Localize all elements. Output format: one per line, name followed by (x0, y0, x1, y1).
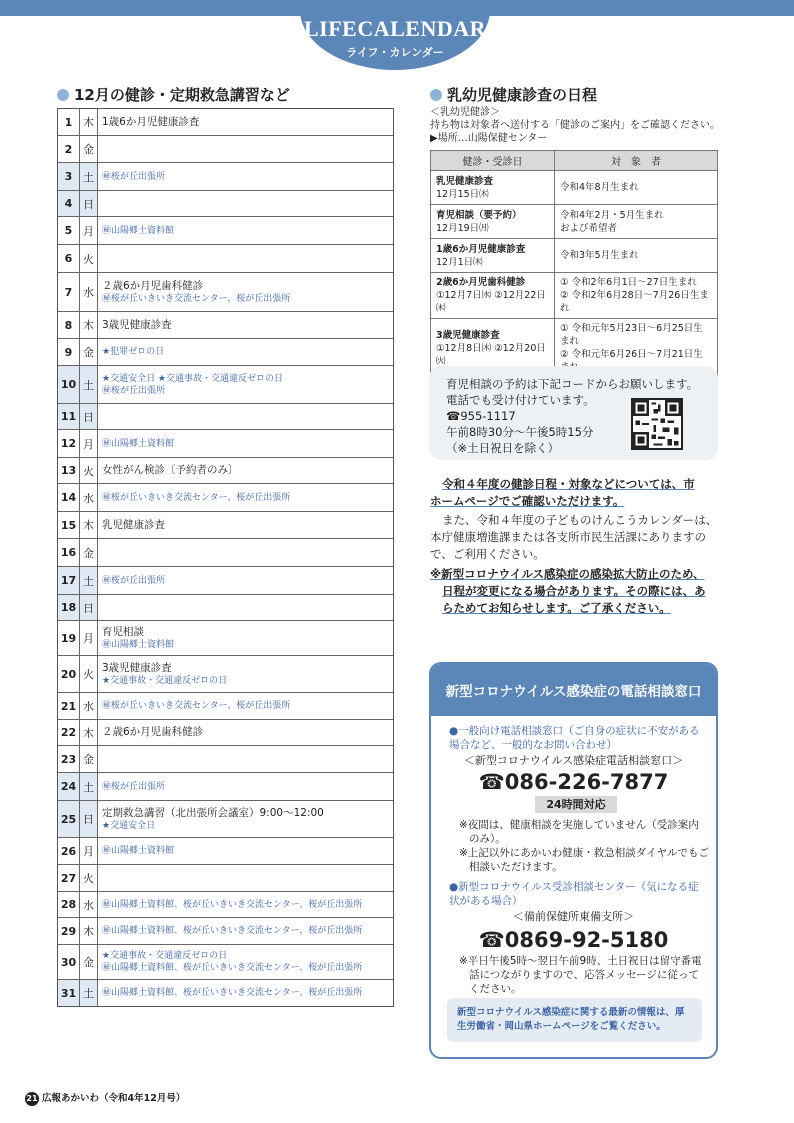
day-number: 9 (58, 339, 80, 365)
day-number: 1 (58, 109, 80, 135)
day-number: 16 (58, 539, 80, 566)
weekday: 土 (80, 163, 98, 190)
day-events (98, 366, 393, 403)
target-cell (555, 239, 718, 273)
day-number: 31 (58, 980, 80, 1006)
calendar-row (58, 865, 393, 892)
day-events (98, 892, 393, 917)
day-number: 28 (58, 892, 80, 917)
day-events (98, 980, 393, 1006)
day-number: 27 (58, 865, 80, 891)
event-text: ２歳6か月児歯科健診 (102, 726, 204, 738)
brand-subtitle: ライフ・カレンダー (346, 46, 444, 59)
day-events (98, 595, 393, 620)
day-number: 26 (58, 838, 80, 864)
day-number: 29 (58, 918, 80, 944)
bullet-icon (57, 89, 69, 101)
target-cell (555, 273, 718, 319)
weekday: 火 (80, 656, 98, 692)
header-tab (300, 0, 490, 70)
weekday: 木 (80, 720, 98, 745)
event-note: ㊙山陽郷土資料館 (102, 438, 175, 449)
day-events (98, 720, 393, 745)
event-note: ㊙桜が丘いきいき交流センター、桜が丘出張所 (102, 701, 291, 711)
reserve-phone: ☎955-1117 (446, 409, 516, 423)
weekday: 木 (80, 109, 98, 135)
event-note: ㊙桜が丘いきいき交流センター、桜が丘出張所 (102, 492, 291, 503)
day-number: 11 (58, 404, 80, 429)
covid-section-1: ●一般向け電話相談窓口（ご自身の症状に不安がある場合など、一般的なお問い合わせ） (449, 725, 700, 751)
calendar-row (58, 312, 393, 339)
event-text: 育児相談 (102, 625, 144, 638)
day-events (98, 801, 393, 837)
day-number: 24 (58, 773, 80, 800)
calendar-row (58, 945, 393, 980)
day-events (98, 339, 393, 365)
event-text: 1歳6か月児健康診査 (102, 115, 200, 128)
calendar-row (58, 273, 393, 312)
covid-section-2: ●新型コロナウイルス受診相談センター（気になる症状がある場合） (449, 881, 699, 907)
target-text: ② 令和2年6月28日～7月26日生まれ (560, 290, 709, 314)
covid-phone-2: ☎0869-92-5180 (478, 928, 669, 952)
weekday: 日 (80, 801, 98, 837)
target-text: および希望者 (560, 222, 618, 234)
calendar-row (58, 484, 393, 512)
target-text: ① 令和2年6月1日～27日生まれ (560, 277, 697, 288)
exam-text: 乳児健康診査 (436, 175, 494, 187)
event-note: ㊙桜が丘いきいき交流センター、桜が丘出張所 (102, 293, 291, 304)
weekday: 水 (80, 693, 98, 719)
calendar-row (58, 621, 393, 656)
exam-text: 12月1日㈭ (436, 256, 483, 268)
infant-schedule-table (430, 150, 718, 378)
weekday: 水 (80, 273, 98, 311)
covid-footer-note: 新型コロナウイルス感染症に関する最新の情報は、厚生労働省・岡山県ホームページをご覧ください。 (447, 998, 702, 1042)
calendar-row (58, 693, 393, 720)
event-note: ★犯罪ゼロの日 (102, 347, 165, 357)
day-events (98, 773, 393, 800)
covid-note-1: ※夜間は、健康相談を実施していません（受診案内のみ）。 (459, 819, 699, 845)
exam-text: 12月15日㈭ (436, 188, 489, 200)
target-text: ① 令和元年5月23日～6月25日生まれ (560, 323, 703, 347)
covid-section-1-name: ＜新型コロナウイルス感染症電話相談窓口＞ (463, 754, 684, 767)
schedule-row (431, 273, 718, 319)
day-number: 6 (58, 245, 80, 272)
weekday: 日 (80, 191, 98, 216)
day-events (98, 567, 393, 594)
weekday: 木 (80, 312, 98, 338)
day-events (98, 458, 393, 483)
day-number: 10 (58, 366, 80, 403)
exam-text: ①12月8日㈭ ②12月20日㈫ (436, 342, 546, 367)
calendar-row (58, 918, 393, 945)
info-paragraph-2: また、令和４年度の子どものけんこうカレンダーは、 本庁健康増進課または各支所市民生活課にありますので、ご利用ください。 (430, 513, 718, 561)
calendar-row (58, 458, 393, 484)
target-cell (555, 205, 718, 239)
weekday: 土 (80, 366, 98, 403)
calendar-row (58, 773, 393, 801)
day-events (98, 484, 393, 511)
day-events (98, 838, 393, 864)
day-number: 8 (58, 312, 80, 338)
day-events (98, 312, 393, 338)
brand-title: LIFECALENDAR (303, 16, 487, 41)
qr-code-icon[interactable] (631, 398, 683, 450)
event-note: ㊙山陽郷土資料館 (102, 225, 175, 236)
day-events (98, 245, 393, 272)
covid-note-3: ※平日午後5時～翌日午前9時、土日祝日は留守番電話につながりますので、応答メッセージに従ってください。 (459, 955, 702, 995)
calendar-row (58, 656, 393, 693)
day-events (98, 746, 393, 772)
event-text: 3歳児健康診査 (102, 318, 172, 331)
calendar-row (58, 217, 393, 245)
weekday: 水 (80, 892, 98, 917)
event-note: ㊙桜が丘出張所 (102, 781, 166, 792)
event-note: ㊙桜が丘出張所 (102, 171, 166, 182)
day-number: 22 (58, 720, 80, 745)
weekday: 土 (80, 567, 98, 594)
day-number: 17 (58, 567, 80, 594)
weekday: 土 (80, 980, 98, 1006)
weekday: 月 (80, 217, 98, 244)
day-events (98, 539, 393, 566)
calendar-row (58, 339, 393, 366)
day-number: 20 (58, 656, 80, 692)
event-note: ㊙山陽郷土資料館、桜が丘いきいき交流センター、桜が丘出張所 (102, 963, 363, 973)
weekday: 木 (80, 918, 98, 944)
day-number: 12 (58, 430, 80, 457)
weekday: 月 (80, 838, 98, 864)
event-note: ★交通事故・交通違反ゼロの日 (102, 675, 228, 686)
day-number: 15 (58, 512, 80, 538)
covid-title: 新型コロナウイルス感染症の電話相談窓口 (431, 664, 716, 716)
bullet-icon (430, 89, 442, 101)
day-events (98, 163, 393, 190)
exam-text: 12月19日㈪ (436, 222, 489, 234)
footer-text: 広報あかいわ（令和4年12月号） (42, 1093, 186, 1104)
calendar-row (58, 163, 393, 191)
day-number: 21 (58, 693, 80, 719)
schedule-row (431, 239, 718, 273)
day-events (98, 191, 393, 216)
exam-cell (431, 171, 555, 205)
page-footer (25, 1090, 185, 1106)
calendar-row (58, 191, 393, 217)
exam-text: ①12月7日㈬ ②12月22日㈭ (436, 290, 546, 314)
event-text: 定期救急講習（北出張所会議室）9:00～12:00 (102, 806, 324, 819)
exam-text: 2歳6か月児歯科健診 (436, 277, 526, 288)
calendar-table (57, 108, 394, 1007)
exam-text: 育児相談（要予約） (436, 209, 522, 221)
day-number: 18 (58, 595, 80, 620)
day-events (98, 136, 393, 162)
weekday: 金 (80, 945, 98, 979)
day-events (98, 512, 393, 538)
weekday: 火 (80, 245, 98, 272)
weekday: 金 (80, 339, 98, 365)
day-number: 23 (58, 746, 80, 772)
day-number: 13 (58, 458, 80, 483)
target-text: 令和4年2月・5月生まれ (560, 209, 664, 221)
weekday: 月 (80, 430, 98, 457)
day-events (98, 945, 393, 979)
hours-badge: 24時間対応 (535, 796, 617, 813)
calendar-row (58, 430, 393, 458)
event-text: ２歳6か月児歯科健診 (102, 279, 204, 292)
covid-section-2-name: ＜備前保健所東備支所＞ (513, 910, 634, 923)
calendar-row (58, 838, 393, 865)
weekday: 金 (80, 136, 98, 162)
event-note: ㊙桜が丘出張所 (102, 385, 166, 396)
calendar-row (58, 109, 393, 136)
exam-cell (431, 273, 555, 319)
event-note: ㊙桜が丘出張所 (102, 575, 166, 586)
day-events (98, 430, 393, 457)
weekday: 月 (80, 621, 98, 655)
event-note: ㊙山陽郷土資料館、桜が丘いきいき交流センター、桜が丘出張所 (102, 899, 363, 910)
weekday: 木 (80, 512, 98, 538)
calendar-row (58, 892, 393, 918)
calendar-title: 12月の健診・定期救急講習など (57, 84, 290, 105)
event-note: ㊙山陽郷土資料館、桜が丘いきいき交流センター、桜が丘出張所 (102, 988, 363, 998)
day-number: 19 (58, 621, 80, 655)
day-events (98, 865, 393, 891)
calendar-row (58, 720, 393, 746)
weekday: 日 (80, 404, 98, 429)
day-number: 4 (58, 191, 80, 216)
day-number: 7 (58, 273, 80, 311)
calendar-row (58, 136, 393, 163)
event-text: 女性がん検診〔予約者のみ〕 (102, 464, 239, 476)
target-text: ② 令和元年6月26日～7月21日生 (560, 349, 703, 360)
calendar-row (58, 746, 393, 773)
calendar-row (58, 595, 393, 621)
col-header: 対 象 者 (555, 151, 718, 171)
event-note: ㊙山陽郷土資料館 (102, 846, 175, 856)
calendar-row (58, 801, 393, 838)
calendar-row (58, 567, 393, 595)
calendar-row (58, 539, 393, 567)
event-note: ★交通安全日 (102, 820, 156, 831)
day-events (98, 109, 393, 135)
day-events (98, 621, 393, 655)
day-number: 30 (58, 945, 80, 979)
info-paragraph-1: 令和４年度の健診日程・対象などについては、市 ホームページでご確認いただけます。 (430, 477, 695, 508)
day-events (98, 404, 393, 429)
target-cell (555, 171, 718, 205)
event-text: 3歳児健康診査 (102, 661, 172, 674)
exam-text: 3歳児健康診査 (436, 329, 500, 341)
col-header: 健診・受診日 (431, 151, 555, 171)
day-events (98, 656, 393, 692)
weekday: 火 (80, 458, 98, 483)
info-paragraph-3: ※新型コロナウイルス感染症の感染拡大防止のため、 日程が変更になる場合があります。その際には、あ らためてお知らせします。ご了承ください。 (430, 567, 706, 615)
weekday: 金 (80, 746, 98, 772)
event-note: ★交通事故・交通違反ゼロの日 (102, 951, 228, 961)
exam-cell (431, 205, 555, 239)
page-number: 21 (25, 1092, 39, 1106)
covid-note-2: ※上記以外にあかいわ健康・救急相談ダイヤルでもご相談いただけます。 (459, 847, 709, 873)
reservation-box: 育児相談の予約は下記コードからお願いします。 電話でも受け付けています。 ☎955-1117 午前8時30分～午後5時15分 （※土日祝日を除く） (429, 366, 718, 460)
schedule-row (431, 171, 718, 205)
event-text: 乳児健康診査 (102, 518, 165, 531)
target-text: 令和4年8月生まれ (560, 182, 639, 193)
weekday: 水 (80, 484, 98, 511)
event-note: ★交通安全日 ★交通事故・交通違反ゼロの日 (102, 373, 283, 384)
day-events (98, 273, 393, 311)
weekday: 日 (80, 595, 98, 620)
day-number: 14 (58, 484, 80, 511)
calendar-row (58, 366, 393, 404)
covid-consultation-box (429, 662, 718, 1059)
calendar-row (58, 512, 393, 539)
schedule-row (431, 205, 718, 239)
day-number: 3 (58, 163, 80, 190)
day-number: 25 (58, 801, 80, 837)
day-number: 2 (58, 136, 80, 162)
day-events (98, 693, 393, 719)
target-text: 令和3年5月生まれ (560, 250, 639, 261)
event-note: ㊙山陽郷土資料館、桜が丘いきいき交流センター、桜が丘出張所 (102, 926, 363, 936)
calendar-row (58, 980, 393, 1006)
exam-cell (431, 239, 555, 273)
weekday: 土 (80, 773, 98, 800)
infant-title: 乳幼児健康診査の日程 (430, 84, 597, 105)
calendar-row (58, 245, 393, 273)
infant-note: ＜乳幼児健診＞ 持ち物は対象者へ送付する「健診のご案内」をご確認ください。 ▶場所…山陽保健センター (430, 107, 720, 144)
day-events (98, 918, 393, 944)
calendar-row (58, 404, 393, 430)
day-events (98, 217, 393, 244)
day-number: 5 (58, 217, 80, 244)
event-note: ㊙山陽郷土資料館 (102, 639, 175, 650)
covid-phone-1: ☎086-226-7877 (478, 770, 669, 794)
weekday: 火 (80, 865, 98, 891)
exam-text: 1歳6か月児健康診査 (436, 243, 526, 255)
weekday: 金 (80, 539, 98, 566)
